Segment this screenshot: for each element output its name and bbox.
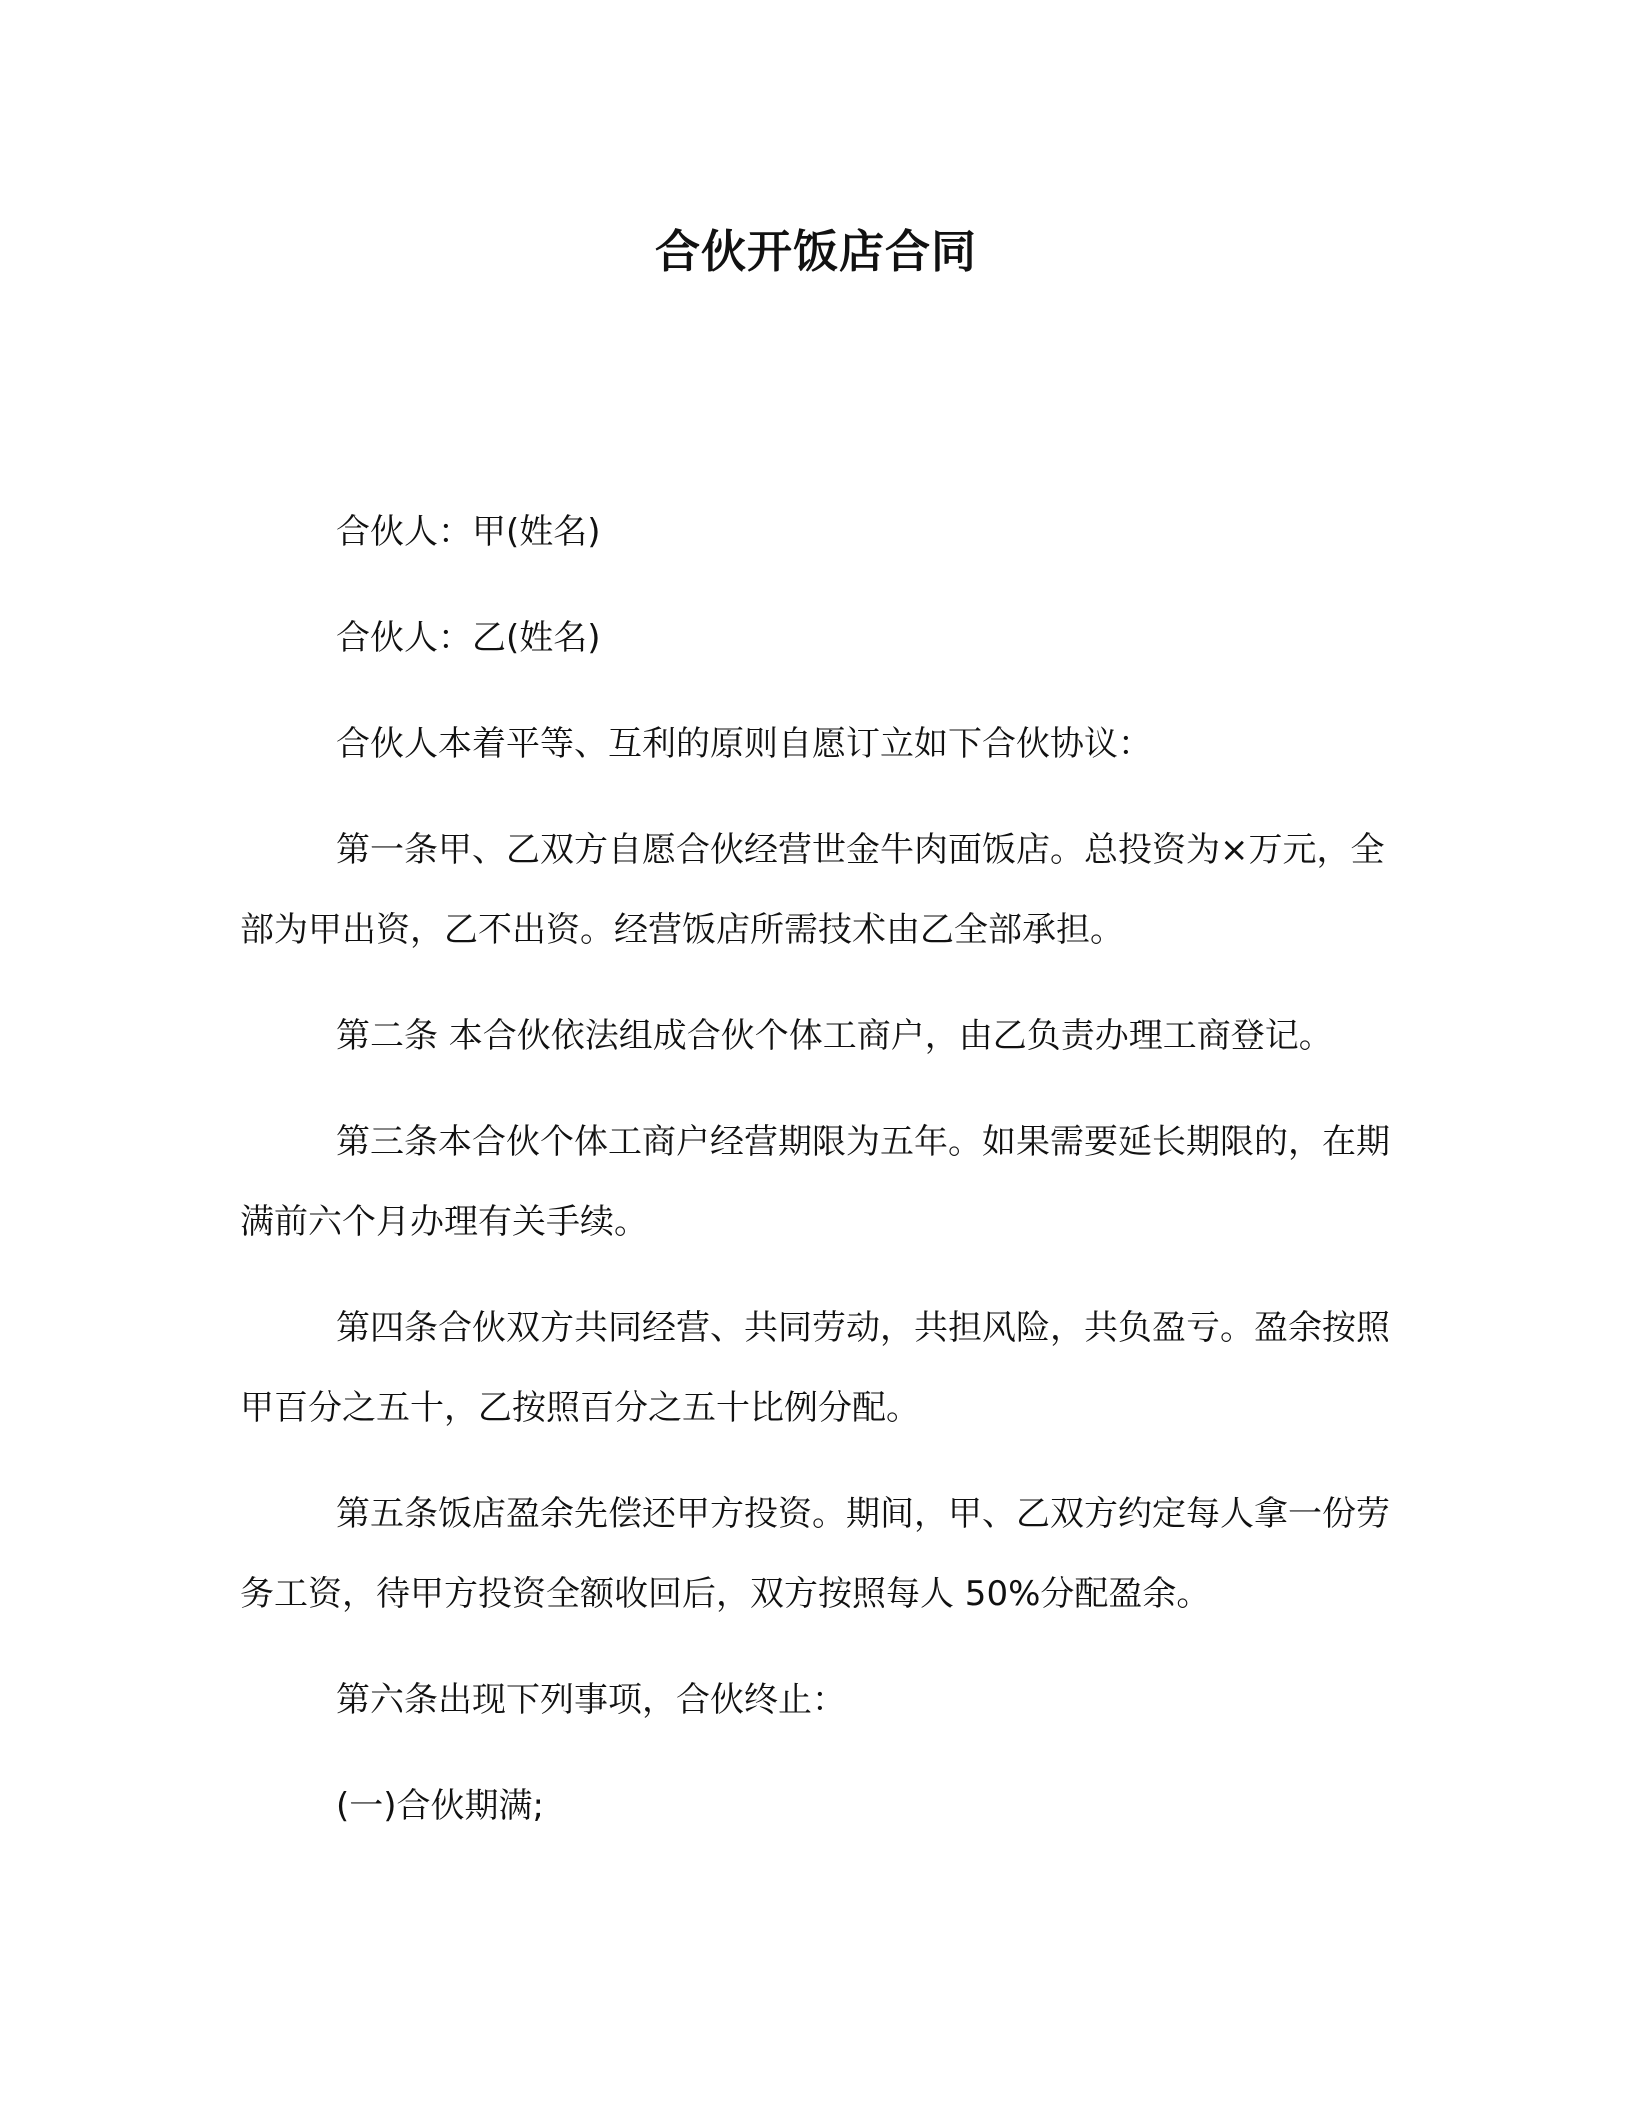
paragraph-article-3: 第三条本合伙个体工商户经营期限为五年。如果需要延长期限的，在期满前六个月办理有关手续。 bbox=[240, 1122, 1390, 1242]
paragraph-article-5: 第五条饭店盈余先偿还甲方投资。期间，甲、乙双方约定每人拿一份劳务工资，待甲方投资全额收回后，双方按照每人 50%分配盈余。 bbox=[240, 1494, 1390, 1614]
paragraph-partner-a: 合伙人：甲(姓名) bbox=[336, 512, 601, 552]
paragraph-article-6-item-1: (一)合伙期满; bbox=[336, 1786, 544, 1826]
document-body bbox=[240, 492, 1400, 1872]
paragraph-article-4: 第四条合伙双方共同经营、共同劳动，共担风险，共负盈亏。盈余按照甲百分之五十，乙按照百分之五十比例分配。 bbox=[240, 1308, 1390, 1428]
paragraph-article-2: 第二条 本合伙依法组成合伙个体工商户，由乙负责办理工商登记。 bbox=[336, 1016, 1333, 1056]
paragraph-preamble: 合伙人本着平等、互利的原则自愿订立如下合伙协议： bbox=[336, 724, 1152, 764]
paragraph-article-1: 第一条甲、乙双方自愿合伙经营世金牛肉面饭店。总投资为×万元，全部为甲出资，乙不出资。经营饭店所需技术由乙全部承担。 bbox=[240, 830, 1385, 950]
paragraph-partner-b: 合伙人：乙(姓名) bbox=[336, 618, 601, 658]
document-title: 合伙开饭店合同 bbox=[654, 225, 977, 278]
paragraph-article-6: 第六条出现下列事项，合伙终止： bbox=[336, 1680, 846, 1720]
